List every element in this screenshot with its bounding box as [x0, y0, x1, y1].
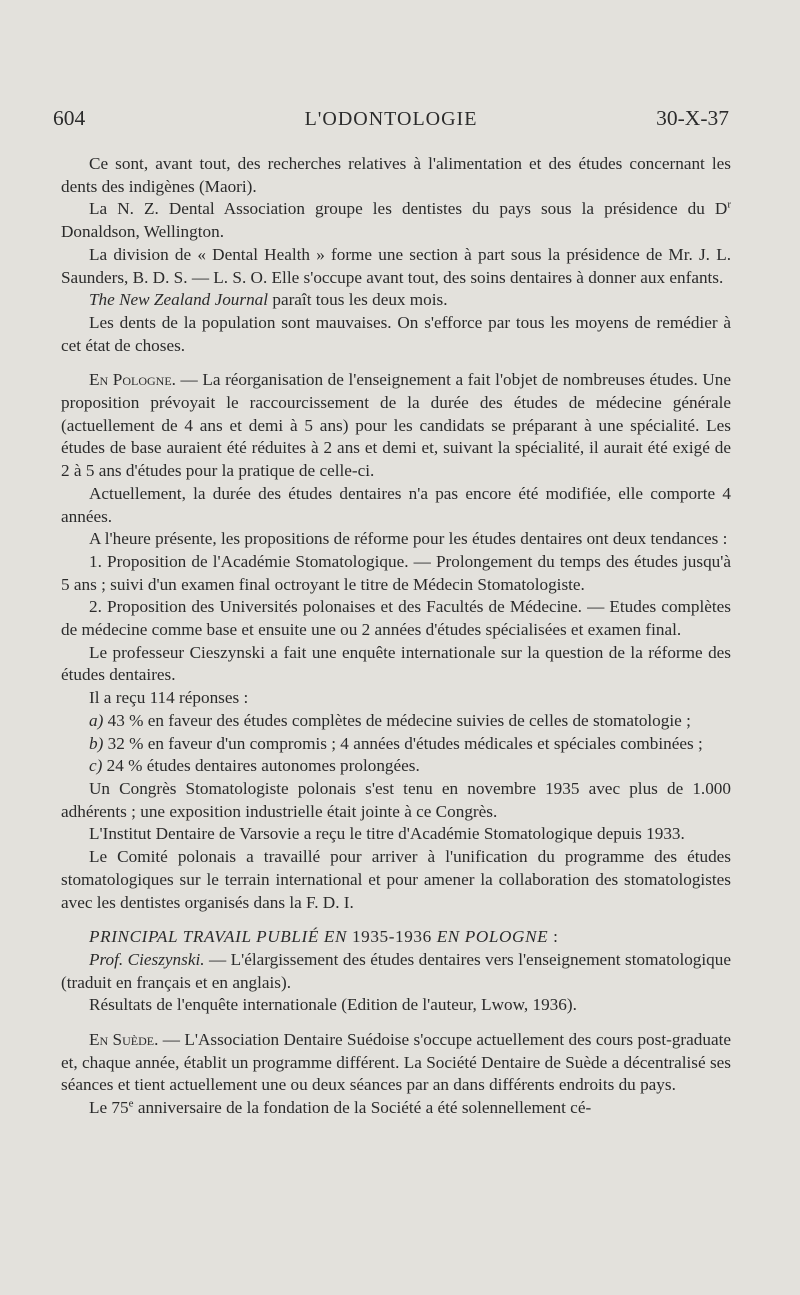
list-item: a) 43 % en faveur des études complètes de médecine suivies de celles de stomatologie ;: [89, 710, 691, 730]
paragraph: Le Comité polonais a travaillé pour arriver à l'unification du programme des études stomatologiques sur le terrain international et pour amener la collaboration des stomatologistes avec les dentistes organisés dans la F. D. I.: [61, 847, 731, 912]
paragraph: Il a reçu 114 réponses :: [89, 688, 249, 708]
paragraph: Résultats de l'enquête internationale (Edition de l'auteur, Lwow, 1936).: [89, 995, 577, 1015]
section-pologne: En Pologne. — La réorganisation de l'enseignement a fait l'objet de nombreuses études. Une proposition prévoyait le raccourcissement de la durée des études de médecine générale (actuellement de 4 ans et demi à 5 ans) pour les candidats se préparant à une spécialité. Les études de base auraient été réduites à 2 ans et demi et, suivant la spécialité, il aurait été exigé de 2 à 5 ans d'études pour la pratique de celle-ci.: [61, 370, 731, 481]
body-text: [61, 153, 731, 1120]
journal-title: The New Zealand Journal: [89, 290, 269, 310]
section-heading: En Pologne.: [89, 370, 176, 390]
paragraph: La division de « Dental Health » forme une section à part sous la présidence de Mr. J. L. Saunders, B. D. S. — L. S. O. Elle s'occupe avant tout, des soins dentaires à donner aux enfants.: [61, 244, 731, 287]
paragraph: A l'heure présente, les propositions de réforme pour les études dentaires ont deux tendances :: [89, 529, 728, 549]
paragraph: Les dents de la population sont mauvaises. On s'efforce par tous les moyens de remédier à cet état de choses.: [61, 312, 731, 355]
section-suede: En Suède. — L'Association Dentaire Suédoise s'occupe actuellement des cours post-graduate et, chaque année, établit un programme différent. La Société Dentaire de Suède a décentralisé ses séances et tient actuellement une ou deux séances par an dans différents endroits du pays.: [61, 1030, 731, 1095]
page-number: 604: [53, 106, 86, 130]
section-heading: En Suède.: [89, 1030, 159, 1050]
list-item: 2. Proposition des Universités polonaises et des Facultés de Médecine. — Etudes complètes de médecine comme base et ensuite une ou 2 années d'études spécialisées et examen final.: [61, 597, 731, 640]
paragraph: The New Zealand Journal paraît tous les deux mois.: [89, 290, 448, 310]
author: Prof. Cieszynski.: [89, 949, 205, 969]
list-item: b) 32 % en faveur d'un compromis ; 4 années d'études médicales et spéciales combinées ;: [89, 733, 703, 753]
list-item: c) 24 % études dentaires autonomes prolongées.: [89, 756, 420, 776]
publication-heading: PRINCIPAL TRAVAIL PUBLIÉ EN 1935-1936 EN POLOGNE :: [89, 927, 559, 947]
paragraph: Prof. Cieszynski. — L'élargissement des études dentaires vers l'enseignement stomatologique (traduit en français et en anglais).: [61, 949, 731, 992]
paragraph: Actuellement, la durée des études dentaires n'a pas encore été modifiée, elle comporte 4 années.: [61, 483, 731, 526]
paragraph: La N. Z. Dental Association groupe les dentistes du pays sous la présidence du $D^r$ Donaldson, Wellington.: [61, 198, 731, 242]
page-header: [53, 106, 729, 140]
paragraph: Le 75e anniversaire de la fondation de la Société a été solennellement cé-: [89, 1097, 592, 1118]
running-title: L'ODONTOLOGIE: [304, 108, 478, 130]
list-item: 1. Proposition de l'Académie Stomatologique. — Prolongement du temps des études jusqu'à 5 ans ; suivi d'un examen final octroyant le titre de Médecin Stomatologiste.: [61, 551, 731, 594]
paragraph: L'Institut Dentaire de Varsovie a reçu le titre d'Académie Stomatologique depuis 1933.: [89, 824, 685, 844]
paragraph: Un Congrès Stomatologiste polonais s'est tenu en novembre 1935 avec plus de 1.000 adhérents ; une exposition industrielle était jointe à ce Congrès.: [61, 778, 731, 821]
paragraph: Ce sont, avant tout, des recherches relatives à l'alimentation et des études concernant les dents des indigènes (Maori).: [61, 154, 731, 196]
issue-date: 30-X-37: [656, 106, 729, 130]
paragraph: Le professeur Cieszynski a fait une enquête internationale sur la question de la réforme des études dentaires.: [61, 642, 731, 685]
